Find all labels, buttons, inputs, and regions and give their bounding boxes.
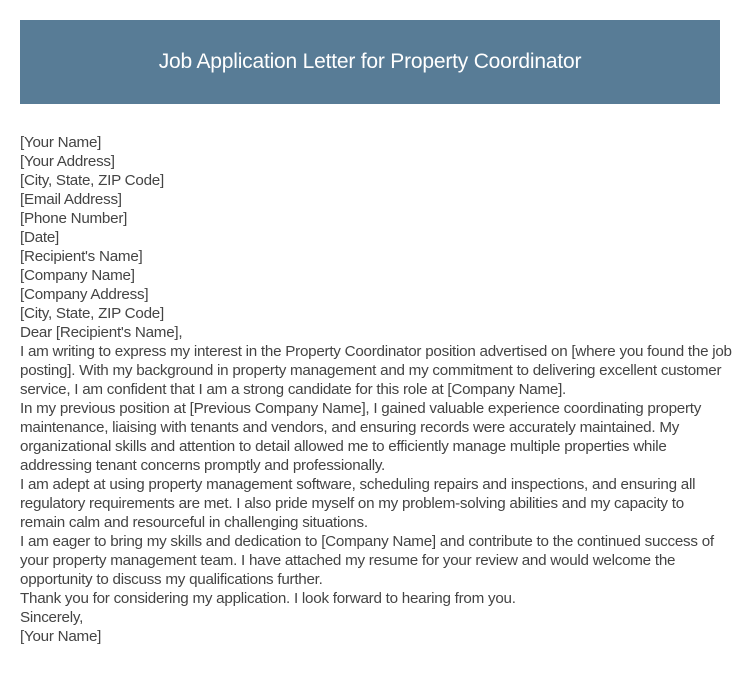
paragraph-motivation: I am eager to bring my skills and dedication to [Company Name] and contribute to the continued success of your property management team. I have attached my resume for your review and would welcome the opportunity to discuss my qualifications further. bbox=[20, 533, 714, 588]
paragraph-thanks: Thank you for considering my application. I look forward to hearing from you. bbox=[20, 590, 516, 607]
sender-address: [Your Address] bbox=[20, 153, 115, 170]
paragraph-skills: I am adept at using property management software, scheduling repairs and inspections, and ensuring all regulatory requirements are met. I also pride myself on my problem-solving abilities and my capacity to remain calm and resourceful in challenging situations. bbox=[20, 476, 696, 531]
sender-city-state-zip: [City, State, ZIP Code] bbox=[20, 172, 164, 189]
sender-phone: [Phone Number] bbox=[20, 210, 128, 227]
sender-name: [Your Name] bbox=[20, 134, 102, 151]
paragraph-intro: I am writing to express my interest in the Property Coordinator position advertised on [where you found the job posting]. With my background in property management and my commitment to delivering excellent customer service, I am confident that I am a strong candidate for this role at [Company Name]. bbox=[20, 343, 732, 398]
recipient-company-address: [Company Address] bbox=[20, 286, 149, 303]
closing: Sincerely, bbox=[20, 609, 84, 626]
recipient-company: [Company Name] bbox=[20, 267, 135, 284]
title-banner bbox=[20, 20, 720, 104]
recipient-name: [Recipient's Name] bbox=[20, 248, 143, 265]
letter-body bbox=[20, 133, 732, 646]
recipient-city-state-zip: [City, State, ZIP Code] bbox=[20, 305, 164, 322]
signature: [Your Name] bbox=[20, 628, 102, 645]
letter-date: [Date] bbox=[20, 229, 60, 246]
page-title: Job Application Letter for Property Coordinator bbox=[158, 50, 582, 73]
paragraph-experience: In my previous position at [Previous Company Name], I gained valuable experience coordinating property maintenance, liaising with tenants and vendors, and ensuring records were accurately maintained. My organizational skills and attention to detail allowed me to efficiently manage multiple properties while addressing tenant concerns promptly and professionally. bbox=[20, 400, 702, 474]
salutation: Dear [Recipient's Name], bbox=[20, 324, 183, 341]
sender-email: [Email Address] bbox=[20, 191, 122, 208]
